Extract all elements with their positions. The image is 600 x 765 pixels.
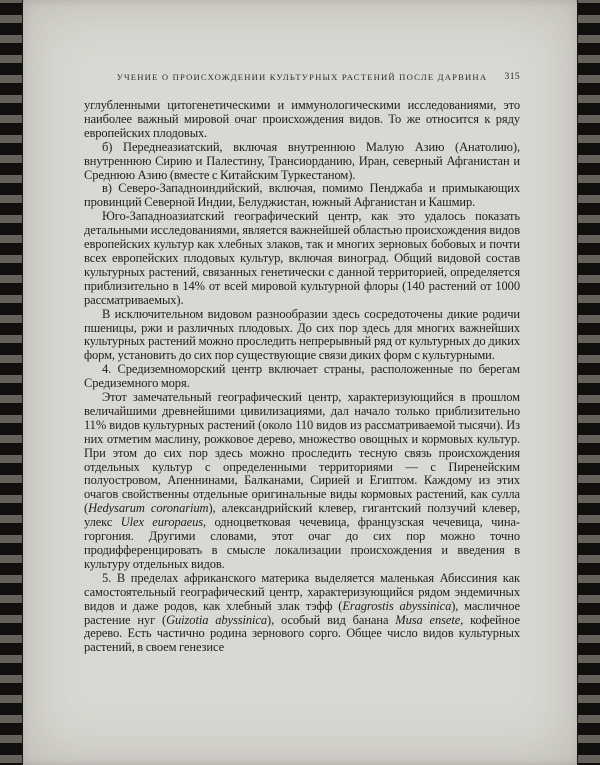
- text-segment: Юго-Западноазиатский географический центр, как это удалось показать детальными исследованиями, является важнейшей областью происхождения видов европейских культур как хлебных злаков, так и многих зерновых бобовых и почти всех европейских плодовых культур, включая виноград. Общий видовой состав культурных растений, связанных генетически с данной территорией, определяется приблизительно в 14% от всей мировой культурной флоры (140 растений от 1000 рассматриваемых).: [84, 209, 520, 307]
- text-segment: 4. Средиземноморский центр включает страны, расположенные по берегам Средиземного моря.: [84, 362, 520, 391]
- paragraph: [84, 363, 520, 391]
- latin-species-name: Musa ensete: [395, 612, 461, 627]
- text-segment: , кофейное дерево. Есть частично родина зернового сорго. Общее число видов культурных растений, в своем генезисе: [84, 612, 520, 655]
- text-segment: 5. В пределах африканского материка выделяется маленькая Абиссиния как самостоятельный географический центр, характеризующийся рядом эндемичных видов и даже родов, как хлебный злак тэфф (: [84, 570, 520, 613]
- text-segment: углубленными цитогенетическими и иммунологическими исследованиями, это наиболее важный мировой очаг происхождения видов. То же относится к ряду европейских плодовых.: [84, 98, 520, 140]
- text-segment: ), масличное растение нуг (: [84, 598, 520, 627]
- header-title: УЧЕНИЕ О ПРОИСХОЖДЕНИИ КУЛЬТУРНЫХ РАСТЕНИЙ ПОСЛЕ ДАРВИНА: [116, 72, 488, 82]
- latin-species-name: Guizotia abyssinica: [166, 612, 268, 627]
- paragraph: [84, 210, 520, 307]
- text-segment: , одноцветковая чечевица, французская чечевица, чина-горгония. Другими словами, этот очаг до сих пор можно точно продифференцировать в смысле локализации происхождения и введения в культуру отдельных видов.: [84, 515, 520, 571]
- text-segment: ), александрийский клевер, гигантский ползучий клевер, улекс: [84, 501, 520, 530]
- text-segment: ), особый вид банана: [267, 612, 396, 627]
- paper-page: [22, 0, 578, 765]
- page-number: 315: [504, 72, 520, 82]
- latin-species-name: Ulex europaeus: [120, 515, 204, 530]
- latin-species-name: Eragrostis abyssinica: [342, 598, 452, 613]
- text-segment: б) Переднеазиатский, включая внутреннюю Малую Азию (Анатолию), внутреннюю Сирию и Палестину, Трансиорданию, Иран, северный Афганистан и Среднюю Азию (вместе с Китайским Туркестаном).: [84, 139, 520, 182]
- film-sprocket-strip-right: [577, 0, 600, 765]
- paragraph: [84, 99, 520, 141]
- paragraph: [84, 141, 520, 183]
- paragraph: [84, 572, 520, 655]
- running-header: [84, 72, 520, 82]
- page-content: [84, 72, 520, 655]
- paragraph: [84, 182, 520, 210]
- page-body: [84, 99, 520, 655]
- latin-species-name: Hedysarum coronarium: [88, 501, 209, 516]
- paragraph: [84, 308, 520, 364]
- text-segment: В исключительном видовом разнообразии здесь сосредоточены дикие родичи пшеницы, ржи и различных плодовых. До сих пор здесь для многих важнейших культурных растений можно проследить непрерывный ряд от культурных до диких форм, установить до сих пор существующие связи диких форм с культурными.: [84, 306, 520, 363]
- text-segment: в) Северо-Западноиндийский, включая, помимо Пенджаба и примыкающих провинций Северной Индии, Белуджистан, южный Афганистан и Кашмир.: [84, 181, 520, 210]
- film-sprocket-strip-left: [0, 0, 23, 765]
- text-segment: Этот замечательный географический центр, характеризующийся в прошлом величайшими древнейшими цивилизациями, дал начало только приблизительно 11% видов культурных растений (около 110 видов из рассматриваемой тысячи). Из них отметим маслину, рожковое дерево, множество овощных и кормовых культур. При этом до сих пор здесь можно проследить тесную связь происхождения отдельных культур с определенными территориями — с Пиренейским полуостровом, Апеннинами, Балканами, Сирией и Египтом. Каждому из этих очагов свойственны отдельные оригинальные виды кормовых растений, как сулла (: [84, 390, 520, 516]
- paragraph: [84, 391, 520, 572]
